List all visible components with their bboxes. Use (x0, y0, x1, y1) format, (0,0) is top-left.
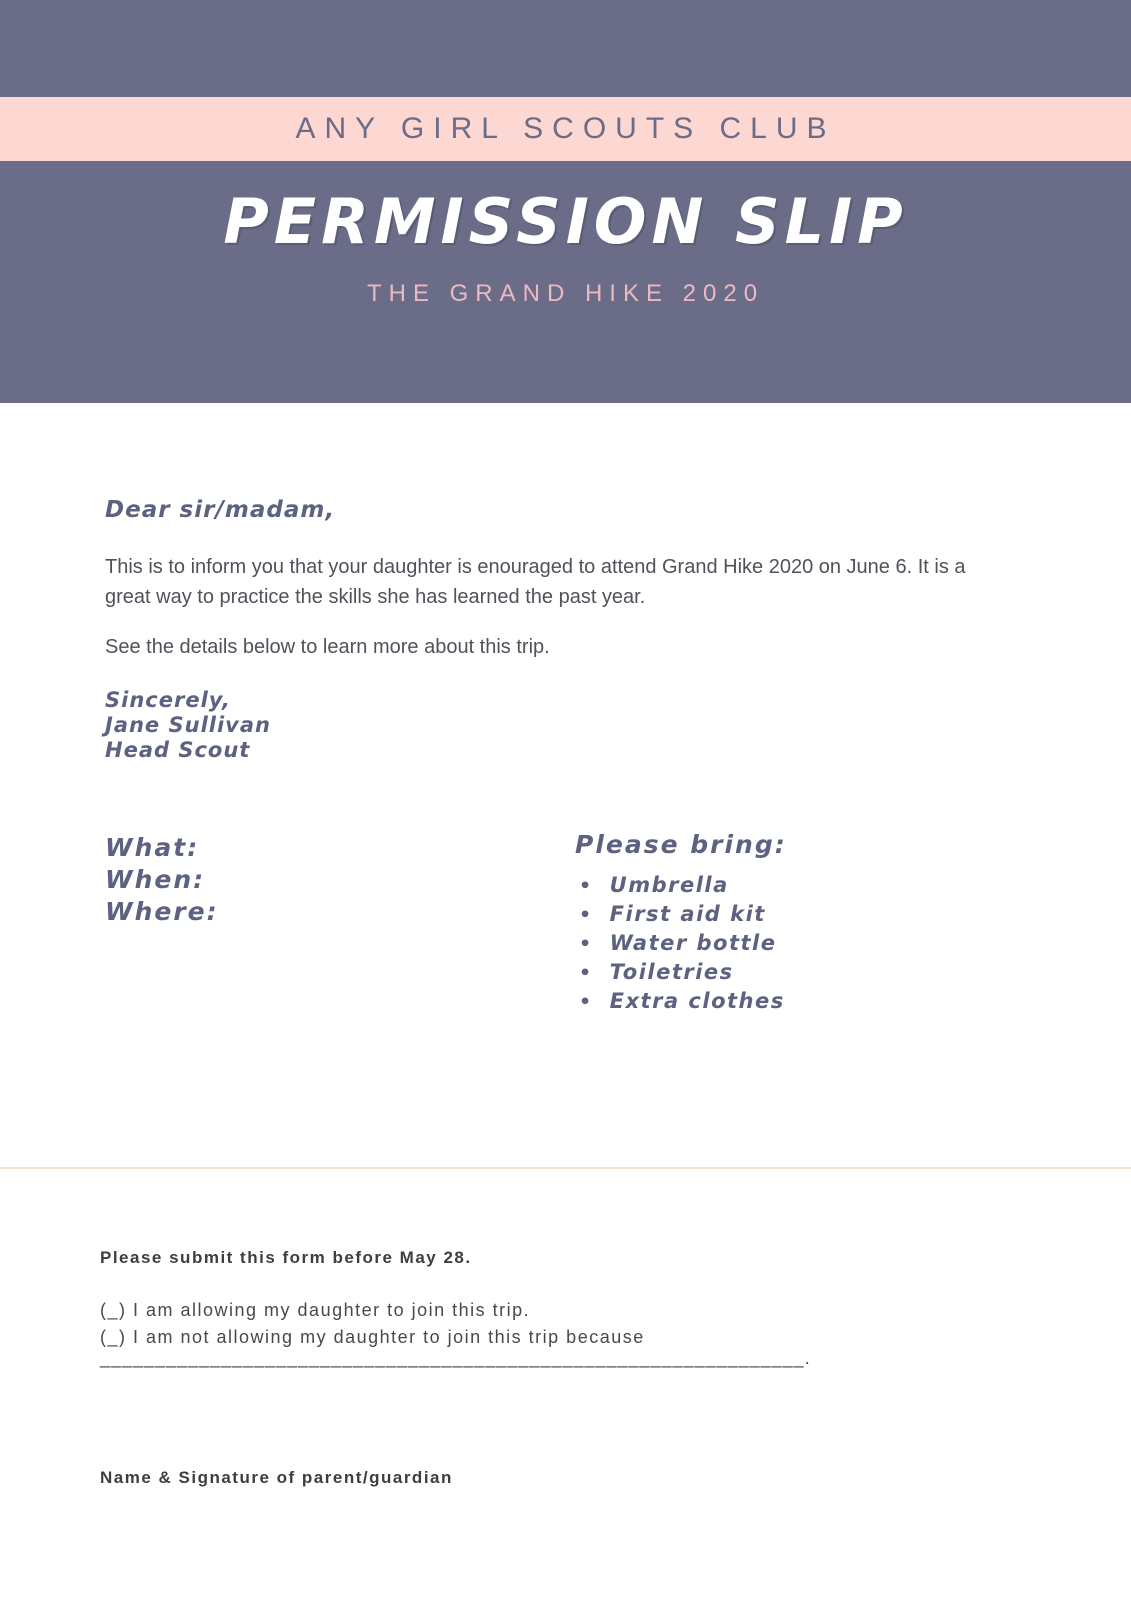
list-item (575, 929, 787, 958)
please-bring-heading: Please bring: (575, 830, 787, 859)
please-bring-section (575, 830, 787, 1016)
bullet-dot-icon: • (579, 991, 593, 1013)
bring-item-label: Umbrella (609, 873, 729, 897)
reason-blank-line: ________________________________________________________________. (100, 1348, 811, 1368)
bullet-dot-icon: • (579, 933, 593, 955)
club-name: ANY GIRL SCOUTS CLUB (295, 112, 836, 145)
consent-options (100, 1297, 645, 1351)
section-divider (0, 1167, 1131, 1169)
trip-details-labels (105, 832, 219, 928)
signer-name: Jane Sullivan (105, 713, 271, 737)
bring-item-label: Extra clothes (609, 989, 785, 1013)
letter-signature-block (105, 688, 271, 763)
list-item (575, 900, 787, 929)
bring-item-label: Water bottle (609, 931, 777, 955)
what-label: What: (105, 833, 200, 862)
option-allow: (_) I am allowing my daughter to join this trip. (100, 1300, 531, 1320)
option-disallow: (_) I am not allowing my daughter to join this trip because (100, 1327, 645, 1347)
signer-role: Head Scout (105, 738, 251, 762)
when-label: When: (105, 865, 206, 894)
page-title: PERMISSION SLIP (223, 185, 908, 258)
salutation: Dear sir/madam, (105, 497, 336, 523)
bullet-dot-icon: • (579, 904, 593, 926)
letter-paragraph-2: See the details below to learn more about this trip. (105, 636, 550, 658)
signature-label: Name & Signature of parent/guardian (100, 1468, 453, 1487)
where-label: Where: (105, 897, 219, 926)
bring-item-label: Toiletries (609, 960, 734, 984)
bullet-dot-icon: • (579, 962, 593, 984)
hero-banner (0, 161, 1131, 403)
bullet-dot-icon: • (579, 875, 593, 897)
list-item (575, 958, 787, 987)
header-top-band (0, 0, 1131, 97)
list-item (575, 987, 787, 1016)
closing: Sincerely, (105, 688, 231, 712)
letter-paragraph-1: This is to inform you that your daughter is enouraged to attend Grand Hike 2020 on June 6. It is a great way to practice the skills she has learned the past year. (105, 556, 966, 608)
list-item (575, 871, 787, 900)
page-subtitle: THE GRAND HIKE 2020 (366, 280, 765, 307)
club-name-banner (0, 97, 1131, 161)
please-bring-list (575, 871, 787, 1016)
submit-deadline-note: Please submit this form before May 28. (100, 1248, 472, 1267)
bring-item-label: First aid kit (609, 902, 766, 926)
